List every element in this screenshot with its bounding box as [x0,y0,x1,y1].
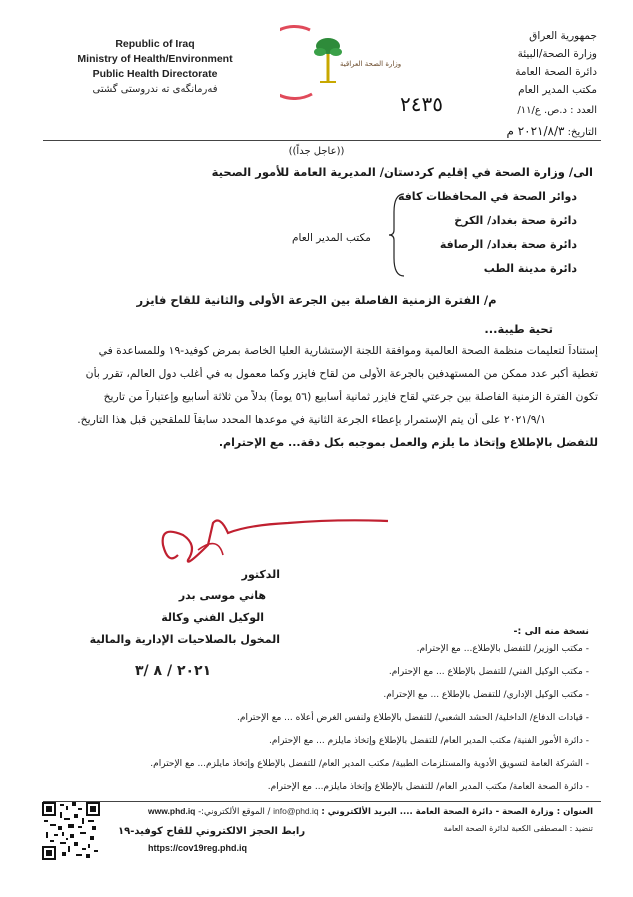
signature-name: هاني موسى بدر [178,589,266,602]
body-text [42,344,598,459]
ref-date [506,124,597,138]
ministry-logo [280,22,402,100]
ref-date-value: ٢٠٢١/٨/٣ م [506,124,565,138]
registration-label: رابط الحجز الالكتروني للقاح كوفيد-١٩ [118,826,306,837]
recipient-item: دوائر الصحة في المحافظات كافة [397,190,577,203]
urgent-label: ((عاجل جداً)) [288,146,345,157]
header-divider [43,140,601,141]
footer-contact [148,806,593,817]
header-ar [515,30,597,96]
footer-email[interactable]: info@phd.iq [273,806,319,816]
cc-item: - مكتب الوكيل الإداري/ للتفضل بالإطلاع ... مع الإحترام. [383,690,589,700]
body-line: تكون الفترة الزمنية الفاصلة بين جرعتي لقاح فايزر ثمانية أسابيع (٥٦ يوماً) بدلاً من ثلاثة أسابيع وإعتباراً من تاريخ [103,390,598,403]
recipient-item: دائرة مدينة الطب [483,262,577,275]
footer-divider [43,801,601,802]
header-en [60,38,250,95]
cc-item: - دائرة الأمور الفنية/ مكتب المدير العام/ للتفضل بالإطلاع وإتخاذ مايلزم ... مع الإحترام. [269,736,589,746]
header-en-line3: Public Health Directorate [92,68,218,80]
closing-line: للتفضل بالإطلاع وإتخاذ ما يلزم والعمل بموجبه بكل دقة... مع الإحترام. [218,436,598,449]
greeting: تحية طيبة... [484,322,553,336]
header-ar-line4: مكتب المدير العام [518,84,597,96]
cc-list [150,644,589,805]
recipients-list [398,190,577,286]
subject: م/ الفترة الزمنية الفاصلة بين الجرعة الأولى والثانية للقاح فايزر [136,293,497,307]
body-line: تغطية أكبر عدد ممكن من المستهدفين بالجرعة الأولى من لقاح فايزر وكما معمول به في أغلب دول العالم، تقرر بأن [85,367,598,380]
recipient-item: دائرة صحة بغداد/ الكرخ [454,214,577,227]
header-ar-line3: دائرة الصحة العامة [515,66,597,78]
ref-number-value: ٢٤٣٥ [400,92,443,116]
cc-item: - قيادات الدفاع/ الداخلية/ الحشد الشعبي/ للتفضل بالإطلاع ولنفس الغرض أعلاه ... مع الإحترام. [237,713,589,723]
footer-address: العنوان : وزارة الصحة - دائرة الصحة العامة .... البريد الألكتروني : [321,807,593,817]
signature-authority: المخول بالصلاحيات الإدارية والمالية [89,633,280,646]
signature-block [90,568,280,655]
signature-date: ٢٠٢١ / ٨ /٣ [135,663,212,679]
cc-item: - الشركة العامة لتسويق الأدوية والمستلزمات الطبية/ مكتب المدير العام/ للتفضل بالإطلاع وإتخاذ مايلزم... مع الإحترام. [150,759,589,769]
footer-website[interactable]: www.phd.iq [148,806,196,816]
signature-title: الدكتور [241,568,280,581]
signature-role: الوكيل الفني وكالة [161,611,264,624]
cc-item: - مكتب الوكيل الفني/ للتفضل بالإطلاع ... مع الإحترام. [388,667,589,677]
header-en-line4: فەرمانگەی تە ندروستی گشتی [92,84,218,95]
header-ar-line1: جمهورية العراق [529,30,597,42]
footer-printed-by: تنضيد : المصطفى الكعبة لدائرة الصحة العامة [443,824,593,833]
cc-item: - دائرة الصحة العامة/ مكتب المدير العام/ للتفضل بالإطلاع وإتخاذ مايلزم... مع الإحترام. [267,782,589,792]
ref-date-label: التاريخ: [567,127,597,138]
addressee: الى/ وزارة الصحة في إقليم كردستان/ المديرية العامة للأمور الصحية [211,165,593,179]
header-en-line1: Republic of Iraq [115,38,195,50]
registration-url[interactable]: https://cov19reg.phd.iq [148,843,248,853]
footer-website-label: / الموقع الألكتروني:- [198,807,271,817]
recipients-bracket [388,192,408,282]
recipient-item: دائرة صحة بغداد/ الرصافة [439,238,577,251]
header-en-line2: Ministry of Health/Environment [77,53,233,65]
body-line: ٢٠٢١/٩/١ على أن يتم الإستمرار بإعطاء الجرعة الثانية في موعدها المحدد سابقاً للملقحين قبل هذا التاريخ. [77,413,546,426]
logo-caption: وزارة الصحة العراقية [340,60,402,68]
ref-number [517,105,597,116]
cc-title: نسخة منه الى :- [513,626,589,637]
ref-number-label: العدد : د.ص. ع/١١/ [517,105,597,116]
header-ar-line2: وزارة الصحة/البيئة [517,48,597,60]
recipients-bracket-label: مكتب المدير العام [292,232,371,244]
qr-code[interactable] [42,802,100,860]
cc-item: - مكتب الوزير/ للتفضل بالإطلاع... مع الإحترام. [416,644,589,654]
body-line: إستناداً لتعليمات منظمة الصحة العالمية وموافقة اللجنة الإستشارية العليا الخاصة بمرض كوفيد-١٩ وللمساعدة في [98,344,598,357]
